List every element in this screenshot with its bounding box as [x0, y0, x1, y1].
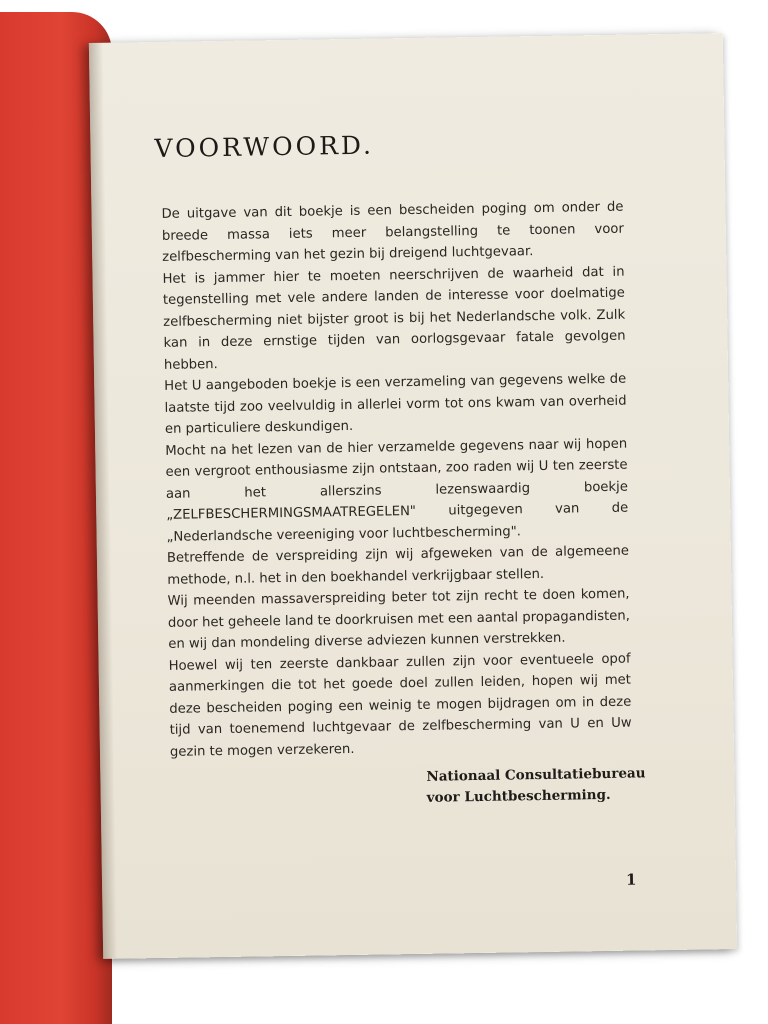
paragraph: Hoewel wij ten zeerste dankbaar zullen zijn voor eventueele opof aanmerkingen die tot het goede doel zullen leiden, hopen wij met deze bescheiden poging een weinig te mogen bijdragen om in deze tijd van toenemend luchtgevaar de zelfbescherming van U en Uw gezin te mogen verzekeren.	[168, 651, 632, 760]
paragraph: De uitgave van dit boekje is een bescheiden poging om onder de breede massa iets meer belangstelling te toonen voor zelfbescherming van het gezin bij dreigend luchtgevaar.	[161, 199, 624, 265]
page-number: 1	[625, 870, 637, 889]
signature-line-2: voor Luchtbescherming.	[426, 786, 611, 806]
paragraph: Wij meenden massaverspreiding beter tot zijn recht te doen komen, door het geheele land te doorkruisen met een aantal propagandisten, en wij dan mondeling diverse adviezen kunnen verstrekken.	[167, 586, 631, 652]
page-title: VOORWOORD.	[154, 130, 375, 164]
booklet-page	[89, 33, 737, 959]
foreword-body	[161, 197, 632, 763]
signature-block	[426, 763, 646, 808]
paragraph: Betreffende de verspreiding zijn wij afgeweken van de algemeene methode, n.l. het in den boekhandel verkrijgbaar stellen.	[166, 543, 630, 588]
paragraph: Het U aangeboden boekje is een verzameling van gegevens welke de laatste tijd zoo veelvuldig in allerlei vorm tot ons kwam van overheid en particuliere deskundigen.	[164, 371, 627, 437]
paragraph: Mocht na het lezen van de hier verzamelde gegevens naar wij hopen een vergroot enthousiasme zijn ontstaan, zoo raden wij U ten zeerste aan het allerszins lezenswaardig boekje „ZELFBESCHERMINGSMAATREGELEN" uitgegeven van de „Nederlandsche vereeniging voor luchtbescherming".	[165, 436, 629, 545]
paragraph: Het is jammer hier te moeten neerschrijven de waarheid dat in tegenstelling met vele andere landen de interesse voor doelmatige zelfbescherming niet bijster groot is bij het Nederlandsche volk. Zulk kan in deze ernstige tijden van oorlogsgevaar fatale gevolgen hebben.	[162, 264, 626, 373]
signature-line-1: Nationaal Consultatiebureau	[426, 765, 646, 785]
